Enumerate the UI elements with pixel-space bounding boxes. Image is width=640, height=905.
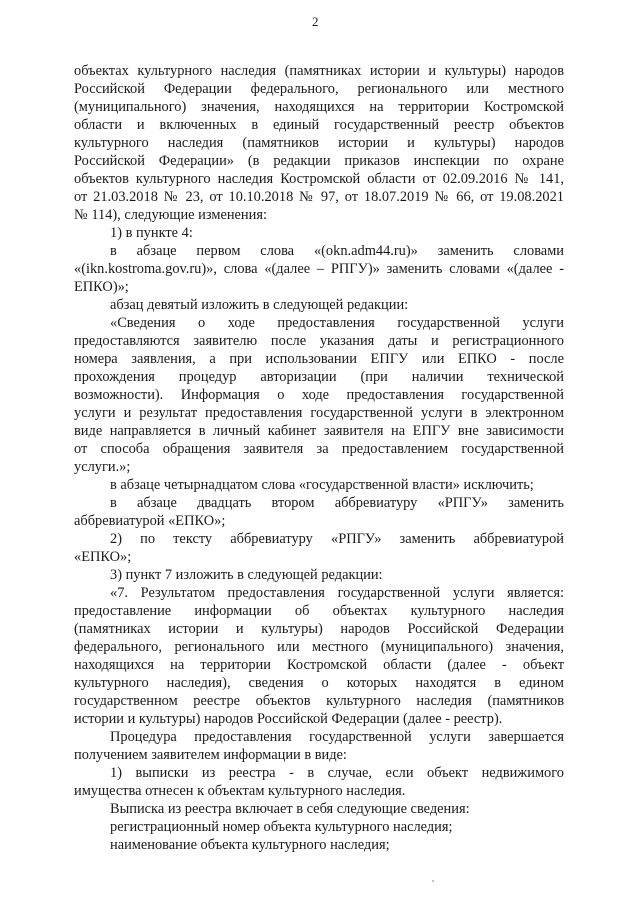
text-line: объектах культурного наследия (памятниках истории и культуры) народов: [74, 63, 564, 79]
text-line: культурного наследия (памятников истории и культуры) народов: [74, 135, 564, 151]
text-line: области и включенных в единый государственный реестр объектов: [74, 117, 564, 133]
text-line: Выписка из реестра включает в себя следующие сведения:: [110, 801, 470, 817]
text-line: № 114), следующие изменения:: [74, 207, 267, 223]
text-line: (памятниках истории и культуры) народов Российской Федерации: [74, 621, 564, 637]
text-line: прохождения процедур авторизации (при наличии технической: [74, 369, 564, 385]
text-line: в абзаце двадцать втором аббревиатуру «РПГУ» заменить: [110, 495, 564, 511]
text-line: Процедура предоставления государственной услуги завершается: [110, 729, 564, 745]
text-line: аббревиатурой «ЕПКО»;: [74, 513, 226, 529]
text-line: «Сведения о ходе предоставления государственной услуги: [110, 315, 564, 331]
text-line: от 21.03.2018 № 23, от 10.10.2018 № 97, от 18.07.2019 № 66, от 19.08.2021: [74, 189, 564, 205]
scan-speck: [432, 880, 434, 882]
text-line: предоставляются заявителю после указания даты и регистрационного: [74, 333, 564, 349]
text-line: истории и культуры) народов Российской Федерации (далее - реестр).: [74, 711, 503, 727]
text-line: федерального, регионального или местного (муниципального) значения,: [74, 639, 564, 655]
text-line: объектов культурного наследия Костромской области от 02.09.2016 № 141,: [74, 171, 564, 187]
text-line: в абзаце первом слова «(okn.adm44.ru)» заменить словами: [110, 243, 564, 259]
text-line: от способа обращения заявителя за предоставлением государственной: [74, 441, 564, 457]
text-line: 2) по тексту аббревиатуру «РПГУ» заменить аббревиатурой: [110, 531, 564, 547]
text-line: предоставление информации об объектах культурного наследия: [74, 603, 564, 619]
text-line: 1) в пункте 4:: [110, 225, 193, 241]
text-line: находящихся на территории Костромской области (далее - объект: [74, 657, 564, 673]
text-line: регистрационный номер объекта культурного наследия;: [110, 819, 453, 835]
text-line: государственном реестре объектов культурного наследия (памятников: [74, 693, 564, 709]
text-line: «ЕПКО»;: [74, 549, 132, 565]
text-line: 1) выписки из реестра - в случае, если объект недвижимого: [110, 765, 564, 781]
text-line: культурного наследия), сведения о которых находятся в едином: [74, 675, 564, 691]
text-line: в абзаце четырнадцатом слова «государственной власти» исключить;: [110, 477, 534, 493]
page-number: 2: [312, 14, 319, 29]
text-line: «7. Результатом предоставления государственной услуги является:: [110, 585, 564, 601]
text-line: номера заявления, а при использовании ЕПГУ или ЕПКО - после: [74, 351, 564, 367]
text-line: 3) пункт 7 изложить в следующей редакции:: [110, 567, 383, 583]
text-line: наименование объекта культурного наследия;: [110, 837, 390, 853]
text-line: возможности). Информация о ходе предоставления государственной: [74, 387, 564, 403]
text-line: «(ikn.kostroma.gov.ru)», слова «(далее – РПГУ)» заменить словами «(далее -: [74, 261, 564, 277]
text-line: услуги.»;: [74, 459, 131, 475]
text-line: Российской Федерации федерального, регионального или местного: [74, 81, 564, 97]
text-line: Российской Федерации» (в редакции приказов инспекции по охране: [74, 153, 564, 169]
text-line: имущества отнесен к объектам культурного наследия.: [74, 783, 406, 799]
text-line: абзац девятый изложить в следующей редакции:: [110, 297, 409, 313]
text-line: ЕПКО)»;: [74, 279, 129, 295]
text-line: получением заявителем информации в виде:: [74, 747, 347, 763]
text-line: услуги и результат предоставления государственной услуги в электронном: [74, 405, 564, 421]
text-line: (муниципального) значения, находящихся на территории Костромской: [74, 99, 564, 115]
text-line: виде направляется в личный кабинет заявителя на ЕПГУ вне зависимости: [74, 423, 564, 439]
